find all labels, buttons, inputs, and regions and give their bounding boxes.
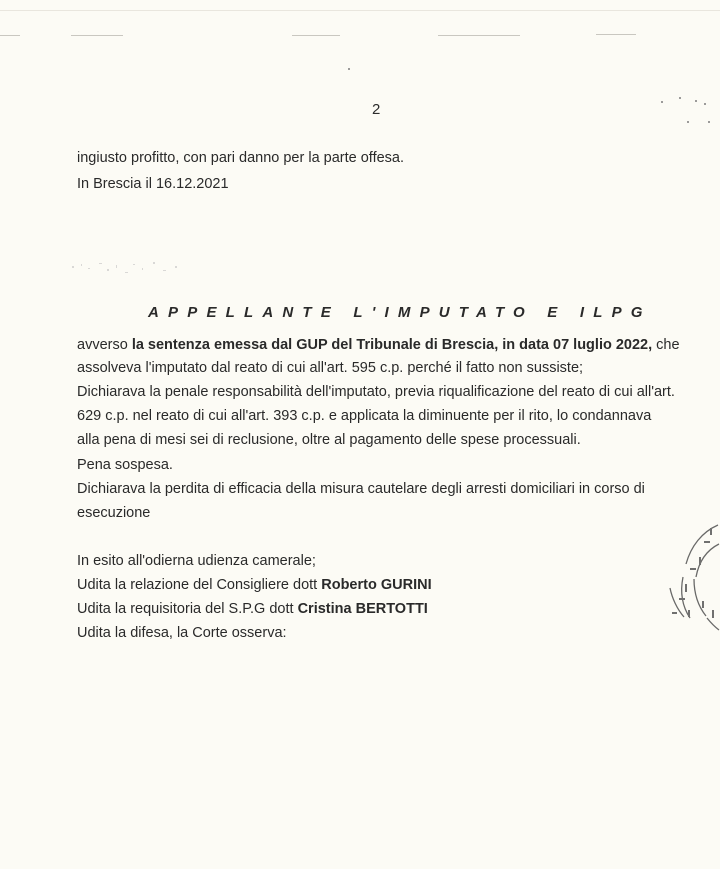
scan-speck: [708, 121, 710, 123]
appeal-line-4: 629 c.p. nel reato di cui all'art. 393 c.p. e applicata la diminuente per il rito, lo condannava: [77, 408, 652, 424]
appeal-line-1-suffix: che: [652, 337, 680, 353]
scan-artifact: [596, 34, 636, 35]
appeal-line-5: alla pena di mesi sei di reclusione, oltre al pagamento delle spese processuali.: [77, 432, 581, 448]
appeal-line-3: Dichiarava la penale responsabilità dell'imputato, previa riqualificazione del reato di cui all'art.: [77, 384, 675, 400]
hearing-line-2: [77, 578, 432, 593]
hearing-line-3: [77, 602, 428, 617]
scan-top-edge: [0, 10, 720, 11]
hearing-line-3-prefix: Udita la requisitoria del S.P.G dott: [77, 601, 298, 617]
scan-speck: [348, 68, 350, 70]
appeal-line-7: Dichiarava la perdita di efficacia della misura cautelare degli arresti domiciliari in corso di: [77, 481, 645, 497]
scan-artifact: [438, 35, 520, 36]
scan-speck: [695, 100, 697, 102]
scan-speck: [687, 121, 689, 123]
appeal-line-2: assolveva l'imputato dal reato di cui all'art. 595 c.p. perché il fatto non sussiste;: [77, 360, 584, 376]
hearing-line-3-bold: Cristina BERTOTTI: [297, 601, 428, 617]
appeal-line-1-prefix: avverso: [77, 337, 132, 353]
hearing-line-4: Udita la difesa, la Corte osserva:: [77, 625, 287, 641]
scan-artifact: [292, 35, 340, 36]
scan-speck: [679, 97, 681, 99]
hearing-line-2-bold: Roberto GURINI: [321, 577, 432, 593]
scan-artifact: [71, 35, 123, 36]
stamp-fragment: [662, 522, 720, 642]
appeal-line-1-bold: la sentenza emessa dal GUP del Tribunale di Brescia, in data 07 luglio 2022,: [131, 337, 653, 353]
hearing-line-2-prefix: Udita la relazione del Consigliere dott: [77, 577, 322, 593]
appeal-line-6: Pena sospesa.: [77, 457, 173, 473]
hearing-line-1: In esito all'odierna udienza camerale;: [77, 553, 316, 569]
scan-speck: [661, 101, 663, 103]
opening-line-1: ingiusto profitto, con pari danno per la parte offesa.: [77, 150, 405, 166]
appeal-line-8: esecuzione: [77, 505, 151, 521]
opening-line-2: In Brescia il 16.12.2021: [77, 176, 229, 192]
section-title: APPELLANTE L'IMPUTATO E ILPG: [148, 304, 652, 321]
appeal-line-1: [77, 338, 680, 353]
page-number: 2: [372, 101, 381, 118]
scan-speck: [704, 103, 706, 105]
scan-artifact: [0, 35, 20, 36]
faint-scan-marks: [72, 258, 192, 278]
